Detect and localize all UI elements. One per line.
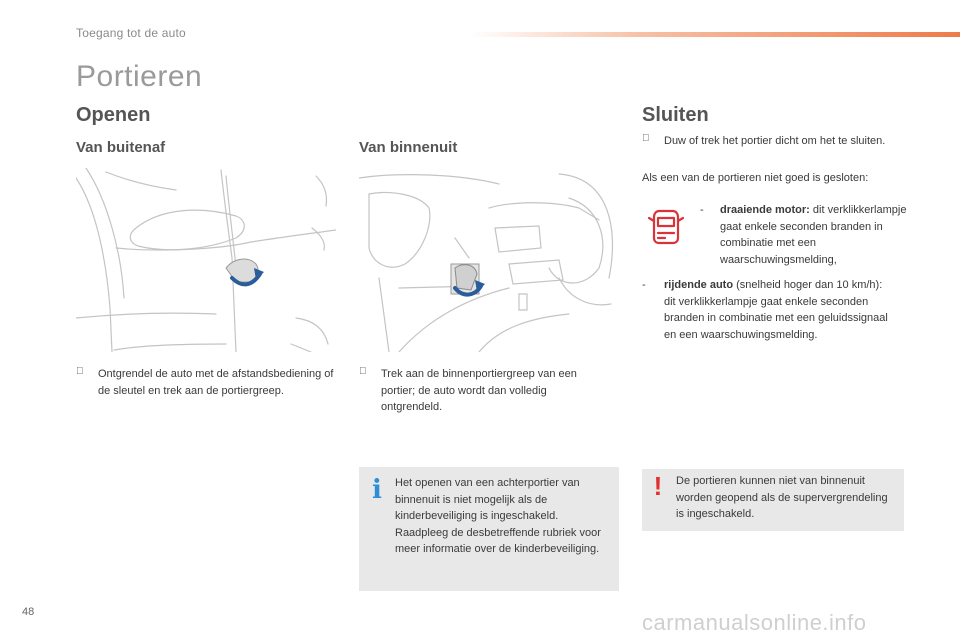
- item-text: [664, 277, 892, 343]
- warning-note: [642, 469, 904, 531]
- item-text: [720, 202, 910, 268]
- heading-openen: Openen: [76, 104, 151, 126]
- exterior-door-illustration: [76, 168, 336, 352]
- info-icon: i: [372, 475, 382, 505]
- sluiten-intro: Als een van de portieren niet goed is gesloten:: [642, 172, 869, 184]
- bullet-marker: [642, 133, 664, 150]
- sluiten-item-draaiende-motor: [700, 202, 910, 268]
- info-note-text: Het openen van een achterportier van binnenuit is niet mogelijk als de kinderbeveiliging is ingeschakeld. Raadpleeg de desbetreffende rubriek voor meer informatie over de kinderbeveiliging.: [395, 477, 601, 555]
- sluiten-item-rijdende-auto: [642, 277, 892, 343]
- section-header: Toegang tot de auto: [76, 26, 186, 40]
- bullet-van-binnenuit: [359, 366, 599, 416]
- bullet-marker: [359, 366, 381, 416]
- item-bold-label: rijdende auto: [664, 279, 734, 291]
- door-open-warning-lamp-icon: [647, 206, 685, 248]
- heading-sluiten: Sluiten: [642, 104, 709, 126]
- info-note: [359, 467, 619, 591]
- dash-marker: -: [642, 279, 646, 291]
- door-handle-hand-icon: [226, 259, 264, 284]
- bullet-text: Duw of trek het portier dicht om het te sluiten.: [664, 135, 886, 147]
- item-description: (snelheid hoger dan 10 km/h): dit verklikkerlampje gaat enkele seconden branden in combinatie met een geluidssignaal en een waarschuwingsmelding.: [664, 279, 888, 341]
- item-bold-label: draaiende motor:: [720, 204, 810, 216]
- bullet-text: Ontgrendel de auto met de afstandsbediening of de sleutel en trek aan de portiergreep.: [98, 368, 334, 397]
- item-description: dit verklikkerlampje gaat enkele seconden branden in combinatie met een waarschuwingsmelding,: [720, 204, 907, 266]
- door-release-hand-icon: [451, 264, 485, 295]
- header-accent-bar: [470, 32, 960, 37]
- bullet-van-buitenaf: [76, 366, 338, 399]
- page-number: 48: [22, 606, 35, 618]
- watermark: carmanualsonline.info: [642, 610, 867, 635]
- interior-door-illustration: [359, 168, 619, 352]
- heading-van-binnenuit: Van binnenuit: [359, 139, 458, 156]
- heading-van-buitenaf: Van buitenaf: [76, 139, 166, 156]
- bullet-sluiten: [642, 133, 892, 150]
- dash-marker: -: [700, 204, 704, 216]
- bullet-text: Trek aan de binnenportiergreep van een portier; de auto wordt dan volledig ontgrendeld.: [381, 368, 577, 413]
- warning-icon: !: [653, 471, 663, 501]
- warning-note-text: De portieren kunnen niet van binnenuit worden geopend als de supervergrendeling is ingeschakeld.: [676, 475, 888, 520]
- page-title: Portieren: [76, 60, 203, 93]
- bullet-marker: [76, 366, 98, 399]
